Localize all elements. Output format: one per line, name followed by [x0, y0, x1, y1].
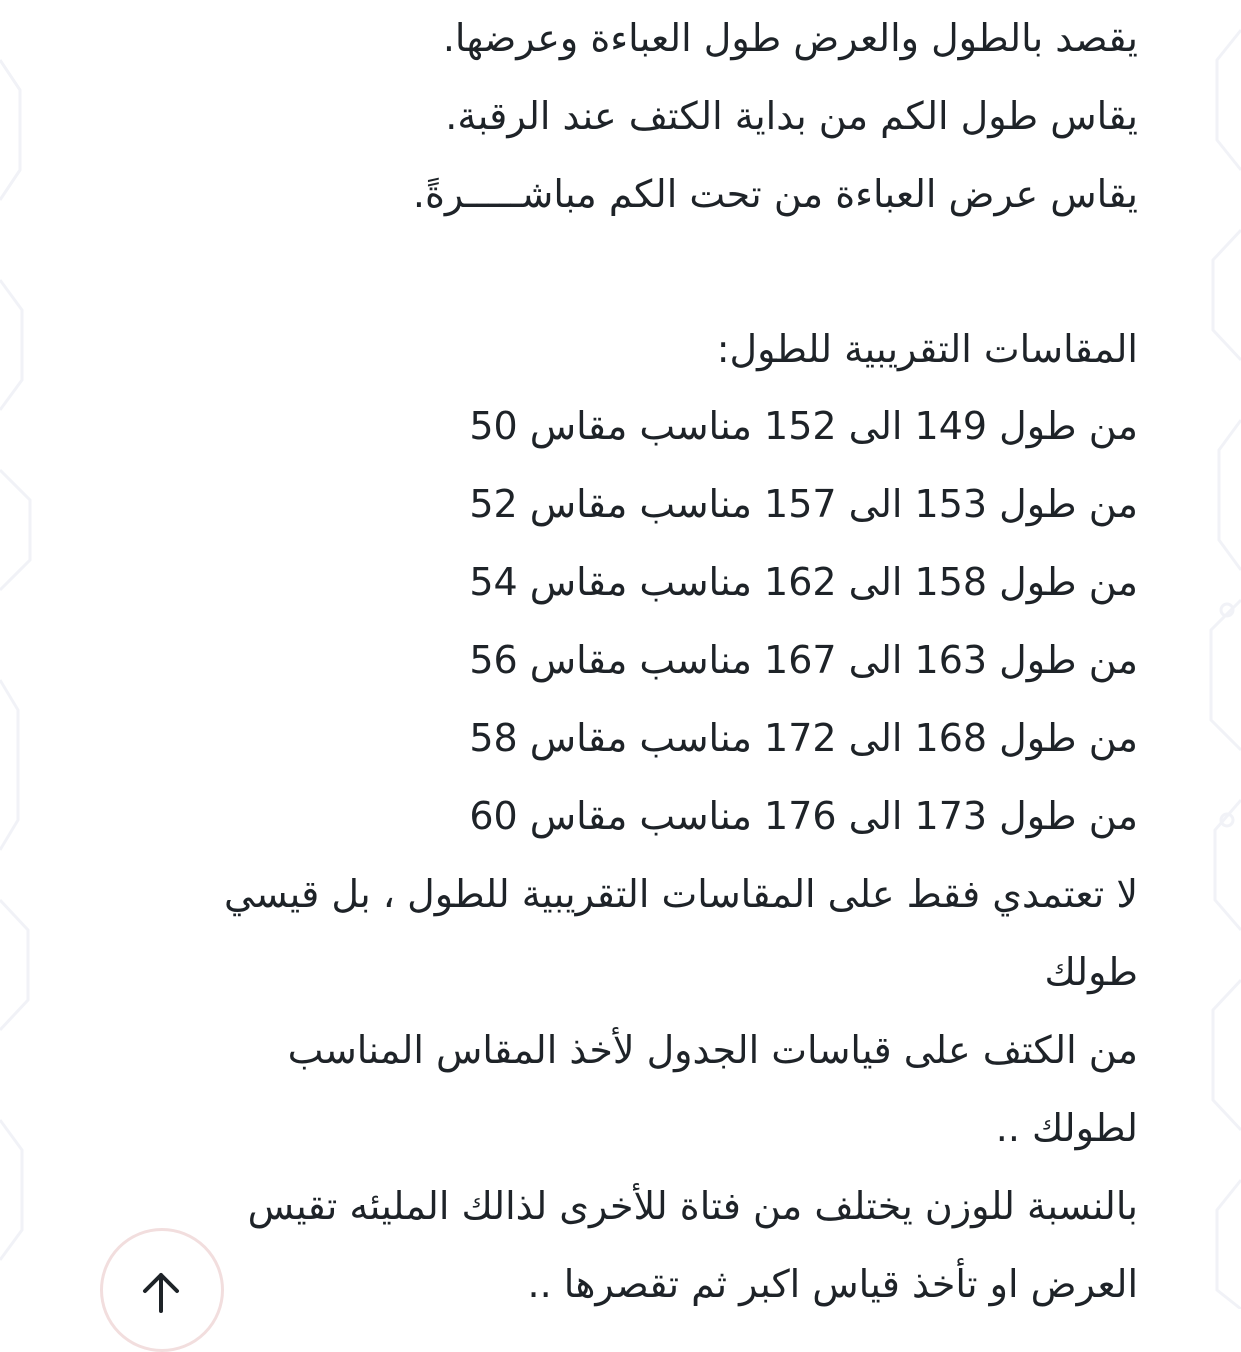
width-measure-line: يقاس عرض العباءة من تحت الكم مباشـــــرةً.	[412, 172, 1138, 216]
size-row: من طول 173 الى 176 مناسب مقاس 60	[469, 794, 1138, 838]
size-row: من طول 149 الى 152 مناسب مقاس 50	[469, 404, 1138, 448]
sleeve-measure-line: يقاس طول الكم من بداية الكتف عند الرقبة.	[445, 94, 1138, 138]
advice-line: لا تعتمدي فقط على المقاسات التقريبية للطول ، بل قيسي	[224, 872, 1138, 916]
decorative-pattern-left	[0, 0, 42, 1309]
weight-note-line: العرض او تأخذ قياس اكبر ثم تقصرها ..	[527, 1262, 1138, 1306]
size-row: من طول 163 الى 167 مناسب مقاس 56	[469, 638, 1138, 682]
advice-line: طولك	[1044, 950, 1138, 994]
arrow-up-icon	[139, 1269, 183, 1313]
size-row: من طول 158 الى 162 مناسب مقاس 54	[469, 560, 1138, 604]
size-row: من طول 153 الى 157 مناسب مقاس 52	[469, 482, 1138, 526]
advice-line: من الكتف على قياسات الجدول لأخذ المقاس المناسب	[287, 1028, 1138, 1072]
advice-line: لطولك ..	[995, 1106, 1138, 1150]
scroll-to-top-button[interactable]	[100, 1228, 224, 1352]
definition-line: يقصد بالطول والعرض طول العباءة وعرضها.	[442, 16, 1138, 60]
size-section-heading: المقاسات التقريبية للطول:	[716, 327, 1138, 371]
decorative-pattern-right	[1199, 0, 1241, 1309]
size-row: من طول 168 الى 172 مناسب مقاس 58	[469, 716, 1138, 760]
weight-note-line: بالنسبة للوزن يختلف من فتاة للأخرى لذالك المليئه تقيس	[247, 1184, 1138, 1228]
